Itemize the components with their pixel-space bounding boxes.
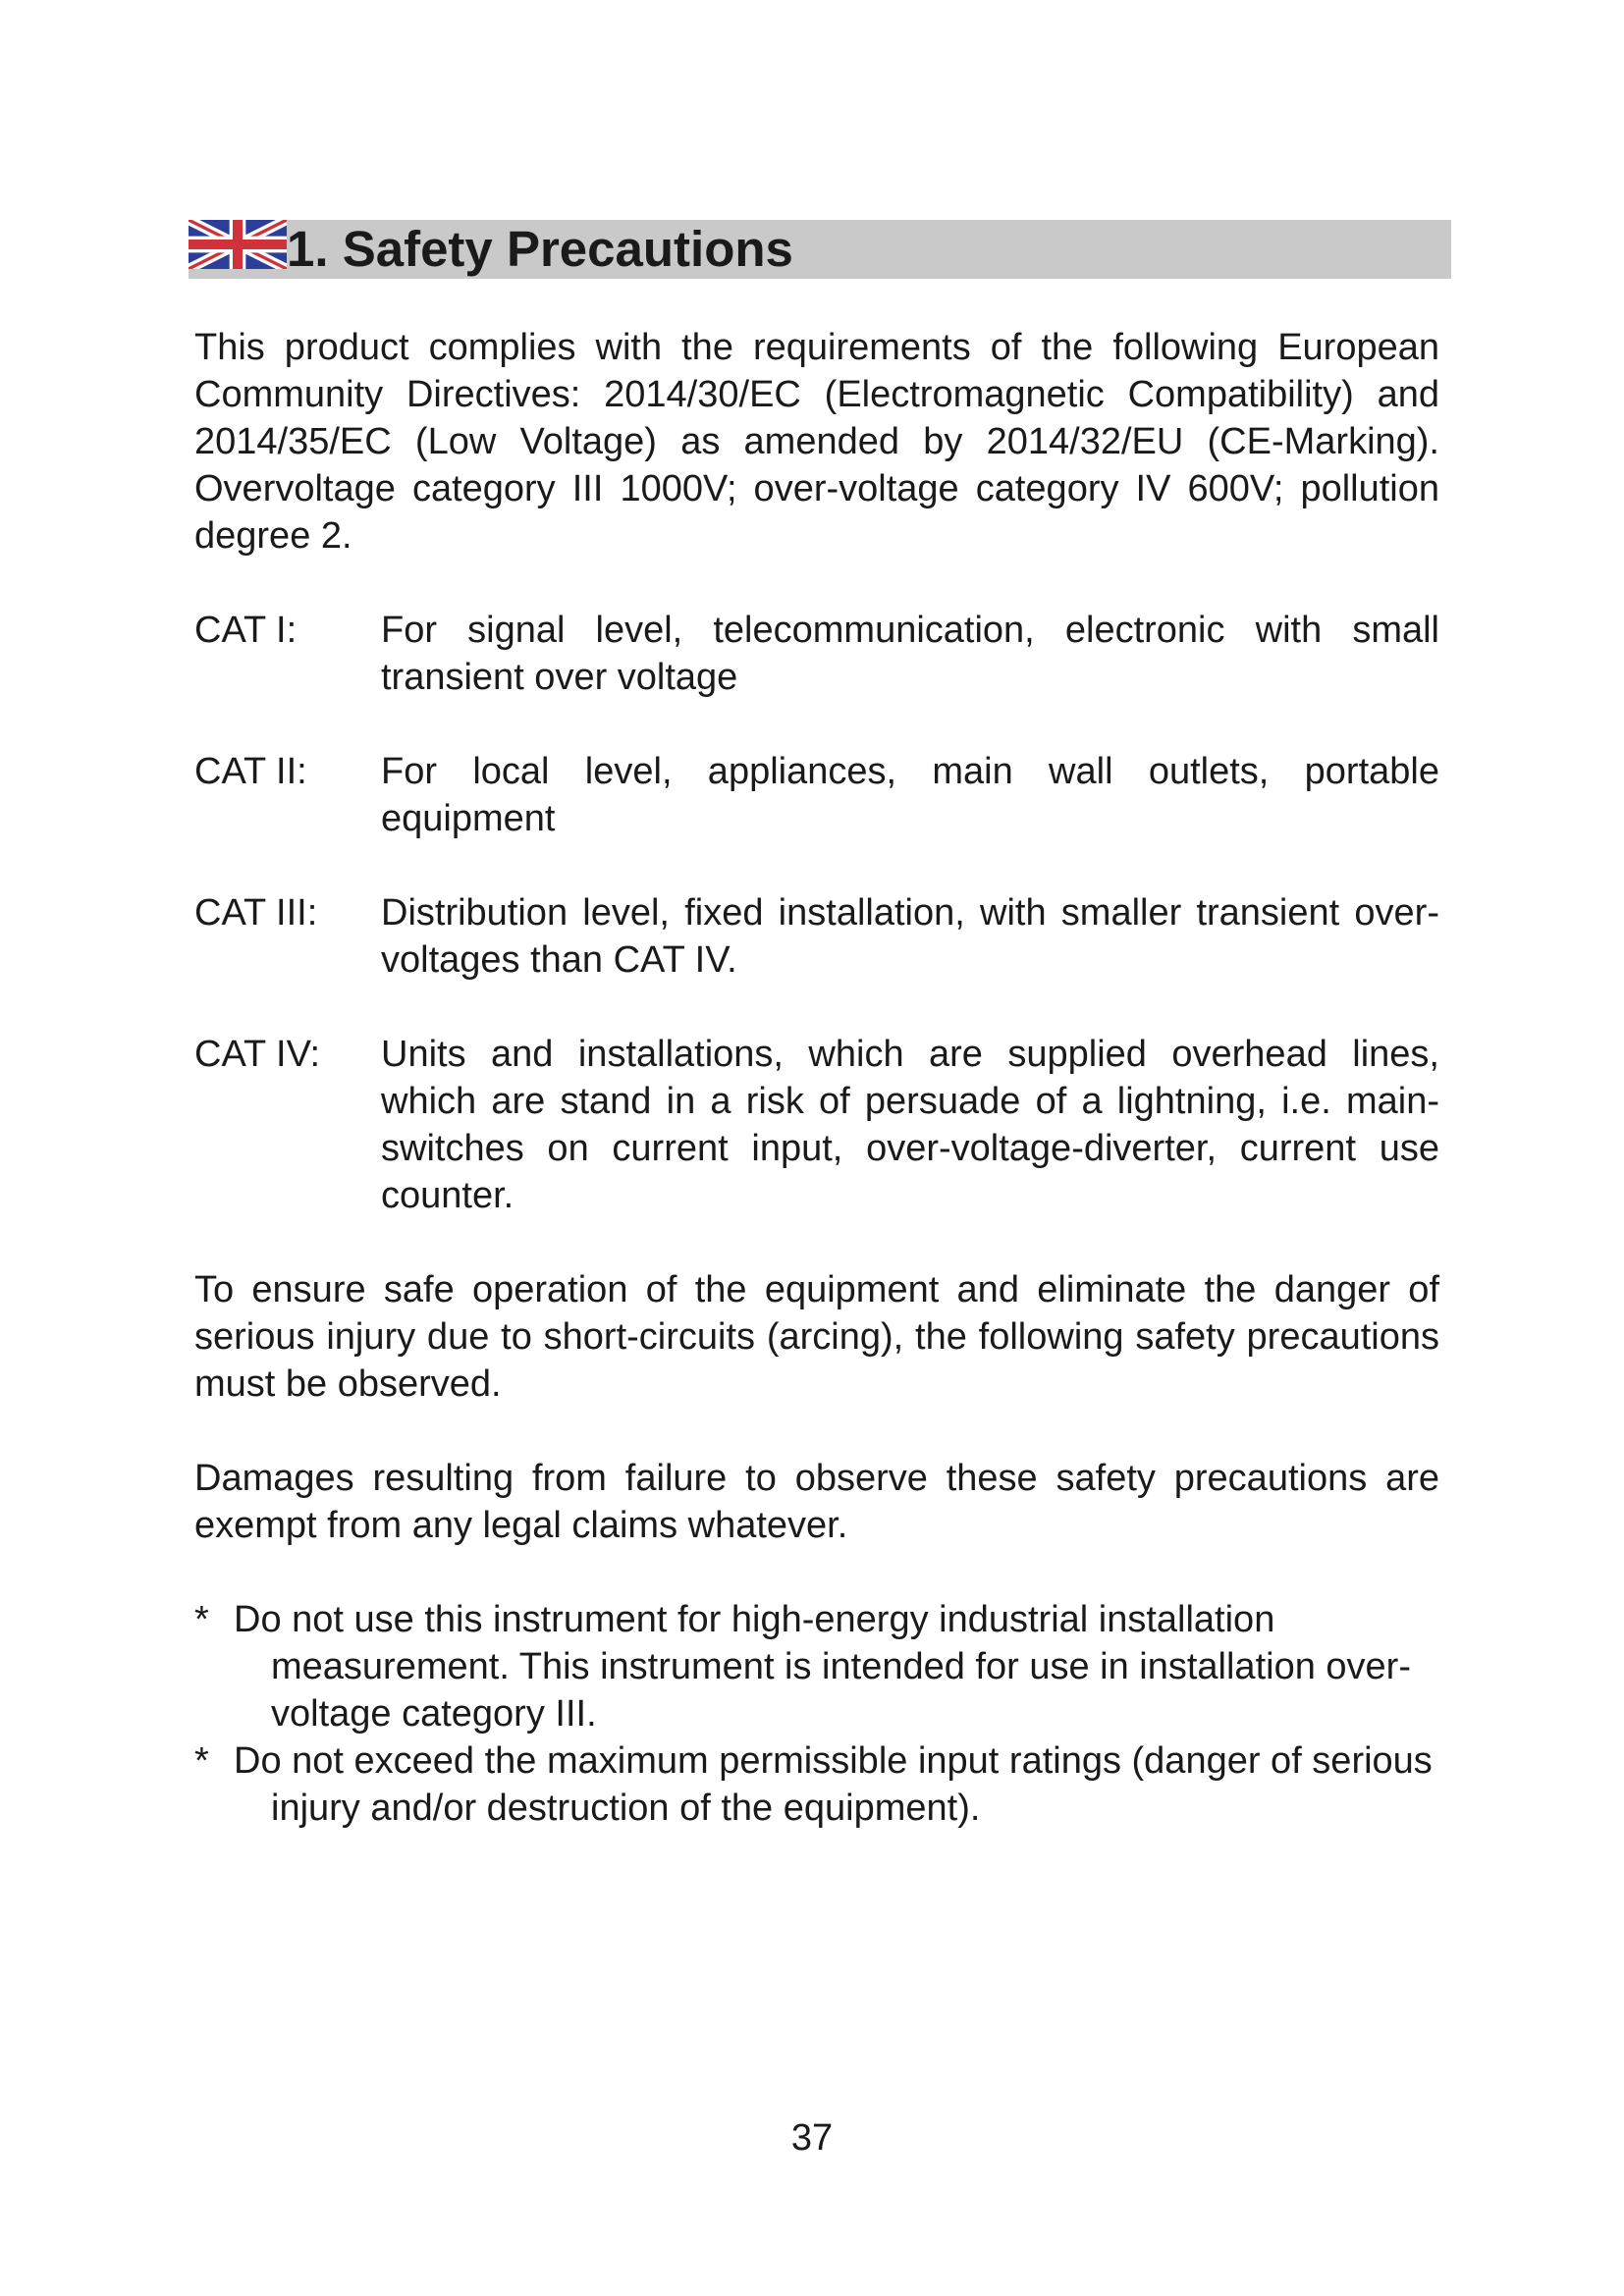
cat-label: CAT II: (194, 751, 307, 792)
bullet-text (234, 1737, 1439, 1832)
damages-paragraph: Damages resulting from failure to observe these safety precautions are exempt from any legal claims whatever. (194, 1458, 1439, 1546)
page-content (194, 324, 1439, 1832)
bullet-marker: * (194, 1599, 209, 1640)
cat-label: CAT III: (194, 892, 318, 934)
cat-description: Distribution level, fixed installation, with smaller transient over-voltages than CAT IV. (381, 892, 1439, 981)
bullet-marker: * (194, 1740, 209, 1782)
safe-operation-paragraph: To ensure safe operation of the equipment and eliminate the danger of serious injury due to short-circuits (arcing), the following safety precautions must be observed. (194, 1269, 1439, 1405)
bullet-text-content: Do not use this instrument for high-energy industrial installation measurement. This instrument is intended for use in installation over-voltage category III. (234, 1599, 1411, 1735)
cat-description: For signal level, telecommunication, electronic with small transient over voltage (381, 610, 1439, 698)
cat-item (194, 607, 1439, 701)
intro-paragraph: This product complies with the requirements of the following European Community Directives: 2014/30/EC (Electromagnetic Compatibility) and 2014/35/EC (Low Voltage) as amended by 2014/32/EU (CE-Marking). Overvoltage category III 1000V; over-voltage category IV 600V; pollution degree 2. (194, 327, 1439, 557)
cat-item (194, 1031, 1439, 1219)
precautions-list (194, 1596, 1439, 1832)
bullet-text-content: Do not exceed the maximum permissible input ratings (danger of serious injury and/or destruction of the equipment). (234, 1740, 1433, 1829)
bullet-text (234, 1596, 1439, 1737)
cat-label: CAT IV: (194, 1034, 321, 1075)
cat-item (194, 889, 1439, 984)
page-number: 37 (790, 2117, 834, 2159)
cat-description: Units and installations, which are supplied overhead lines, which are stand in a risk of persuade of a lightning, i.e. main-switches on current input, over-voltage-diverter, current use counter. (381, 1034, 1439, 1216)
cat-description: For local level, appliances, main wall outlets, portable equipment (381, 751, 1439, 839)
cat-label: CAT I: (194, 610, 298, 651)
section-heading-bar (189, 220, 1451, 279)
cat-item (194, 748, 1439, 842)
uk-flag-icon (189, 220, 287, 269)
list-item (194, 1596, 1439, 1737)
section-title: 1. Safety Precautions (287, 221, 793, 277)
list-item (194, 1737, 1439, 1832)
